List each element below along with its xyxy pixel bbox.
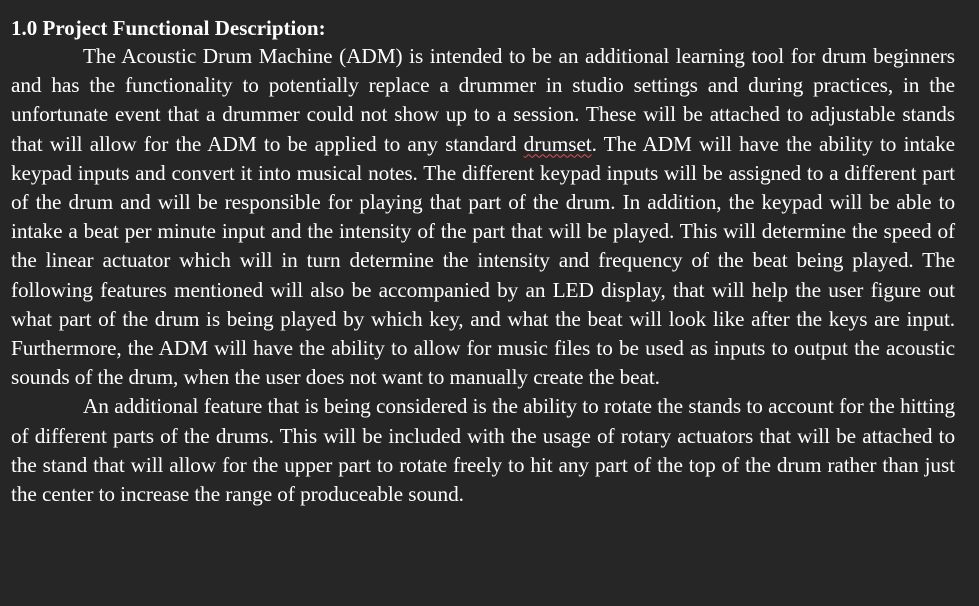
- paragraph-description: [11, 42, 955, 392]
- paragraph-text-continued: . The ADM will have the ability to intake keypad inputs and convert it into musical notes. The different keypad inputs will be assigned to a different part of the drum and will be responsible for playing that part of the drum. In addition, the keypad will be able to intake a beat per minute input and the intensity of the part that will be played. This will determine the speed of the linear actuator which will in turn determine the intensity and frequency of the beat being played. The following features mentioned will also be accompanied by an LED display, that will help the user figure out what part of the drum is being played by which key, and what the beat will look like after the keys are input. Furthermore, the ADM will have the ability to allow for music files to be used as inputs to output the acoustic sounds of the drum, when the user does not want to manually create the beat.: [11, 131, 956, 390]
- section-heading: 1.0 Project Functional Description:: [11, 16, 326, 40]
- paragraph-additional-feature: An additional feature that is being considered is the ability to rotate the stands to account for the hitting of different parts of the drums. This will be included with the usage of rotary actuators that will be attached to the stand that will allow for the upper part to rotate freely to hit any part of the top of the drum rather than just the center to increase the range of produceable sound.: [11, 394, 955, 507]
- paragraph-text: The Acoustic Drum Machine (ADM) is intended to be an additional learning tool for drum beginners and has the functionality to potentially replace a drummer in studio settings and during practices, in the unfortunate event that a drummer could not show up to a session. These will be attached to adjustable stands that will allow for the ADM to be applied to any standard: [11, 44, 955, 156]
- spellcheck-flagged-word[interactable]: drumset: [523, 131, 592, 156]
